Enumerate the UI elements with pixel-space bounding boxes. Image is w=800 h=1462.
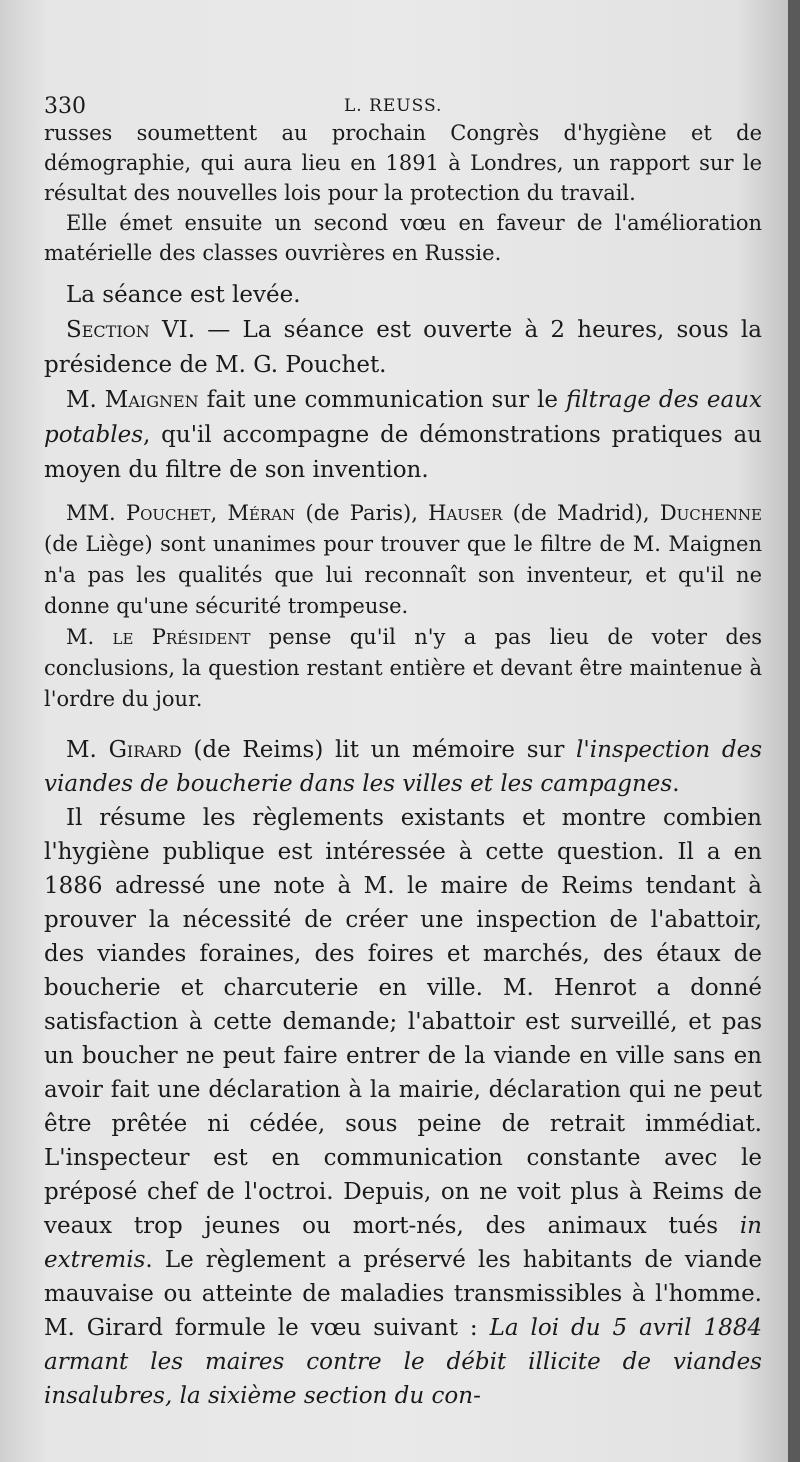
speaker-name: Méran: [227, 501, 296, 525]
text-run: M.: [66, 387, 105, 413]
speaker-name: Hauser: [428, 501, 503, 525]
text-run: .: [672, 771, 680, 797]
text-run: VI. — La séance est ouverte à 2 heures, sous la présidence de M. G. Pouchet.: [44, 317, 762, 378]
paragraph: [44, 622, 762, 715]
text-run: pense qu'il n'y a pas lieu de voter des conclusions, la question restant entière et devant être maintenue à l'ordre du jour.: [44, 625, 762, 711]
speaker-name: Maignen: [104, 387, 199, 413]
section-seance: [44, 278, 762, 488]
paragraph: russes soumettent au prochain Congrès d'hygiène et de démographie, qui aura lieu en 1891 à Londres, un rapport sur le résultat des nouvelles lois pour la protection du travail.: [44, 121, 762, 205]
italic-phrase: in extremis: [44, 1213, 762, 1273]
section-discussion: [44, 498, 762, 715]
section-russian-report: [44, 118, 762, 268]
text-run: (de Madrid),: [502, 501, 660, 525]
text-run: (de Paris),: [295, 501, 429, 525]
running-head: L. REUSS.: [344, 96, 443, 116]
speaker-name: Pouchet: [125, 501, 211, 525]
page-edge-shadow: [788, 0, 800, 1462]
paragraph: [44, 733, 762, 801]
text-run: , qu'il accompagne de démonstrations pratiques au moyen du filtre de son invention.: [44, 422, 762, 483]
text-run: M.: [66, 625, 113, 649]
paragraph: [44, 313, 762, 383]
text-run: (de Liège) sont unanimes pour trouver que le filtre de M. Maignen n'a pas les qualités que lui reconnaît son inventeur, et qu'il ne donne qu'une sécurité trompeuse.: [44, 532, 762, 618]
text-run: (de Reims) lit un mémoire sur: [181, 737, 577, 763]
page-header: [44, 88, 762, 118]
paragraph: [44, 801, 762, 1413]
speaker-name: le Président: [112, 625, 251, 649]
paragraph: [44, 383, 762, 488]
italic-title: filtrage des eaux potables: [44, 387, 762, 448]
speaker-name: Duchenne: [659, 501, 762, 525]
text-run: . Le règlement a préservé les habitants de viande mauvaise ou atteinte de maladies transmissibles à l'homme. M. Girard formule le vœu suivant :: [44, 1247, 762, 1341]
italic-title: l'inspection des viandes de boucherie dans les villes et les campagnes: [44, 737, 762, 797]
small-caps-text: Section: [66, 317, 150, 343]
paragraph: Elle émet ensuite un second vœu en faveur de l'amélioration matérielle des classes ouvrières en Russie.: [44, 211, 762, 265]
text-run: MM.: [66, 501, 126, 525]
page-number: 330: [44, 94, 86, 119]
text-run: ,: [210, 501, 228, 525]
paragraph: La séance est levée.: [66, 282, 301, 308]
italic-quote: La loi du 5 avril 1884 armant les maires contre le débit illicite de viandes insalubres, la sixième section du con-: [44, 1315, 762, 1409]
text-run: fait une communication sur le: [198, 387, 566, 413]
text-run: Il résume les règlements existants et montre combien l'hygiène publique est intéressée à cette question. Il a en 1886 adressé une note à M. le maire de Reims tendant à prouver la nécessité de créer une inspection de l'abattoir, des viandes foraines, des foires et marchés, des étaux de boucherie et charcuterie en ville. M. Henrot a donné satisfaction à cette demande; l'abattoir est surveillé, et pas un boucher ne peut faire entrer de la viande en ville sans en avoir fait une déclaration à la mairie, déclaration qui ne peut être prêtée ni cédée, sous peine de retrait immédiat. L'inspecteur est en communication constante avec le préposé chef de l'octroi. Depuis, on ne voit plus à Reims de veaux trop jeunes ou mort-nés, des animaux tués: [44, 805, 762, 1239]
speaker-name: Girard: [108, 737, 182, 763]
section-girard: [44, 733, 762, 1413]
text-run: M.: [66, 737, 109, 763]
paragraph: [44, 498, 762, 622]
